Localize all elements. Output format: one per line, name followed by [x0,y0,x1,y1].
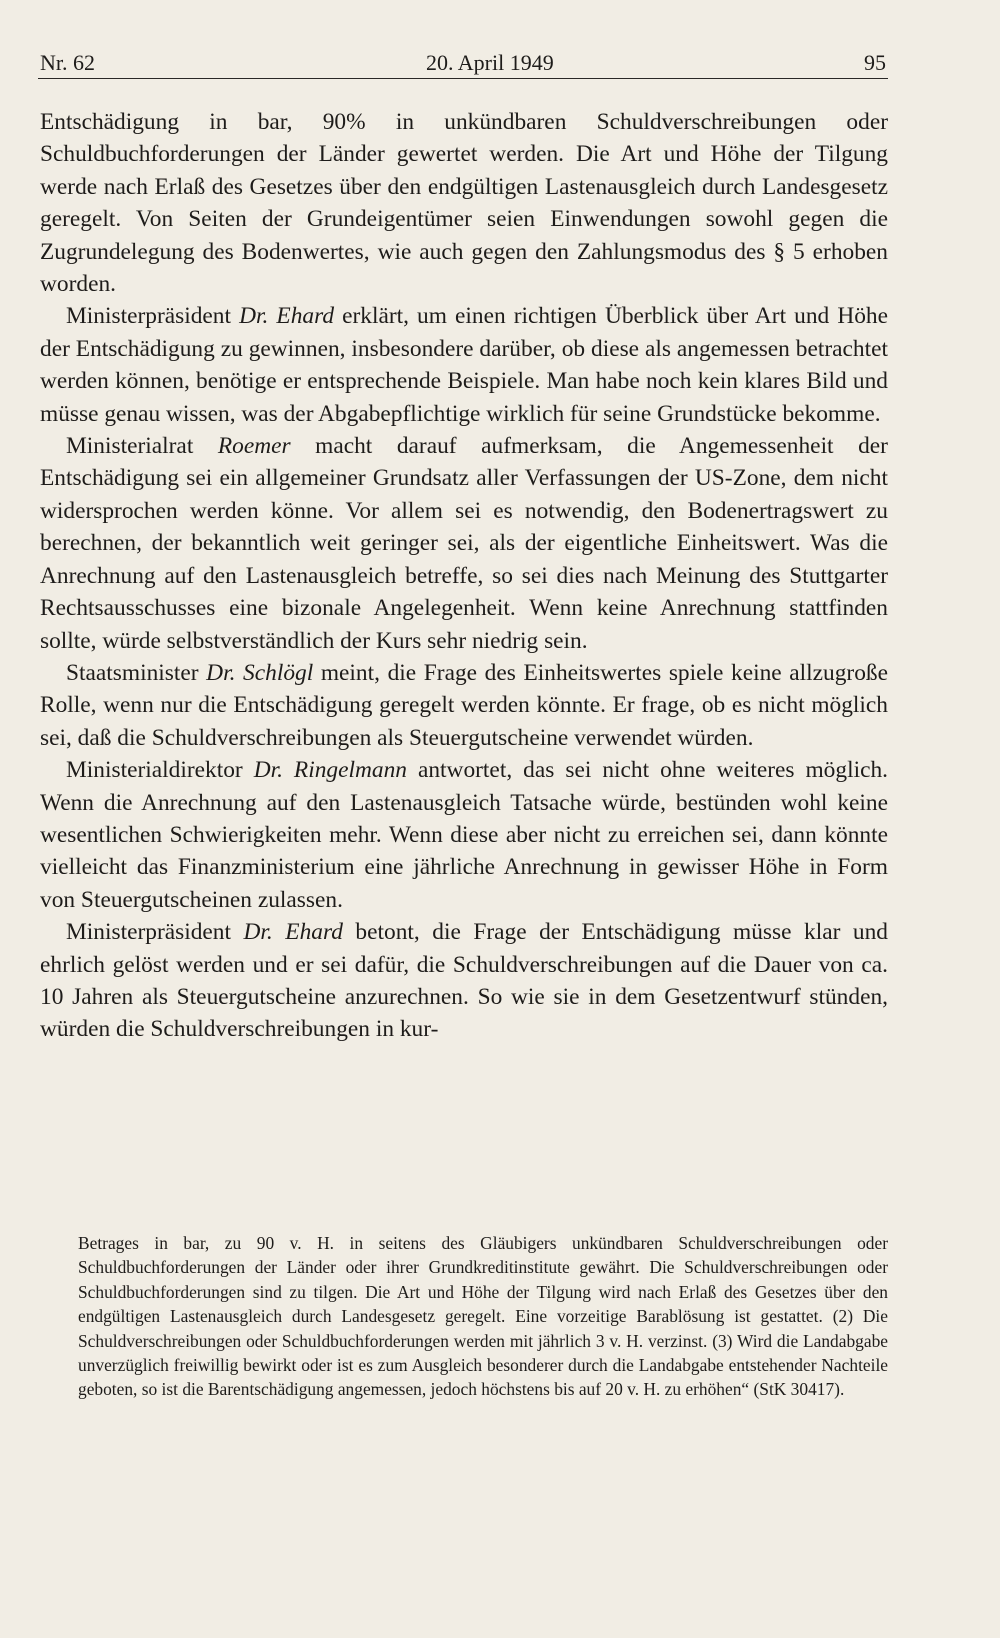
page-number: 95 [864,50,886,75]
paragraph: Staatsminister Dr. Schlögl meint, die Frage des Einheitswertes spiele keine allzugroße Rolle, wenn nur die Entschädigung geregelt werden könnte. Er frage, ob es nicht möglich sei, daß die Schuldverschreibungen als Steuergutscheine verwendet würden. [40,659,888,751]
paragraph: Ministerpräsident Dr. Ehard erklärt, um einen richtigen Überblick über Art und Höhe der Entschädigung zu gewinnen, insbesondere darüber, ob diese als angemessen betrachtet werden können, benötige er entsprechende Beispiele. Man habe noch kein klares Bild und müsse genau wissen, was der Abgabepflichtige wirklich für seine Grundstücke bekomme. [40,303,888,427]
header-date: 20. April 1949 [426,50,554,75]
issue-number: Nr. 62 [40,50,95,75]
paragraph: Ministerialdirektor Dr. Ringelmann antwortet, das sei nicht ohne weiteres möglich. Wenn die Anrechnung auf den Lastenausgleich Tatsache würde, bestünden wohl keine wesentlichen Schwierigkeiten mehr. Wenn diese aber nicht zu erreichen sei, dann könnte vielleicht das Finanzministerium eine jährliche Anrechnung in gewisser Höhe in Form von Steuergutscheinen zulassen. [40,757,888,913]
speaker-name: Dr. Ringelmann [253,757,407,784]
paragraph: Ministerialrat Roemer macht darauf aufmerksam, die Angemessenheit der Entschädigung sei ein allgemeiner Grundsatz aller Verfassungen der US-Zone, dem nicht widersprochen werden könne. Vor allem sei es notwendig, den Bodenertragswert zu berechnen, der bekanntlich weit geringer sei, als der eigentliche Einheitswert. Was die Anrechnung auf den Lastenausgleich betreffe, so sei dies nach Meinung des Stuttgarter Rechtsausschusses eine bizonale Angelegenheit. Wenn keine Anrechnung stattfinden sollte, würde selbstverständlich der Kurs sehr niedrig sein. [40,433,888,654]
speaker-name: Roemer [217,433,291,460]
footnote [78,1231,888,1402]
speaker-name: Dr. Schlögl [206,659,314,686]
paragraph: Ministerpräsident Dr. Ehard betont, die Frage der Entschädigung müsse klar und ehrlich gelöst werden und er sei dafür, die Schuldverschreibungen auf die Dauer von ca. 10 Jahren als Steuergutscheine anzurechnen. So wie sie in dem Gesetzentwurf stünden, würden die Schuldverschreibungen in kur- [40,919,888,1043]
body-text [40,106,888,1046]
speaker-name: Dr. Ehard [243,919,343,946]
running-header [38,48,888,79]
paragraph: Entschädigung in bar, 90% in unkündbaren Schuldverschreibungen oder Schuldbuchforderungen der Länder gewertet werden. Die Art und Höhe der Tilgung werde nach Erlaß des Gesetzes über den endgültigen Lastenausgleich durch Landesgesetz geregelt. Von Seiten der Grundeigentümer seien Einwendungen sowohl gegen die Zugrundelegung des Bodenwertes, wie auch gegen den Zahlungsmodus des § 5 erhoben worden. [40,109,888,298]
speaker-name: Dr. Ehard [239,303,335,330]
footnote-text: Betrages in bar, zu 90 v. H. in seitens des Gläubigers unkündbaren Schuldverschreibungen oder Schuldbuchforderungen der Länder oder ihrer Grundkreditinstitute gewährt. Die Schuldverschreibungen oder Schuldbuchforderungen sind zu tilgen. Die Art und Höhe der Tilgung wird nach Erlaß des Gesetzes über den endgültigen Lastenausgleich durch Landesgesetz geregelt. Eine vorzeitige Barablösung ist gestattet. (2) Die Schuldverschreibungen oder Schuldbuchforderungen werden mit jährlich 3 v. H. verzinst. (3) Wird die Landabgabe unverzüglich freiwillig bewirkt oder ist es zum Ausgleich besonderer durch die Landabgabe entstehender Nachteile geboten, so ist die Barentschädigung angemessen, jedoch höchstens bis auf 20 v. H. zu erhöhen“ (StK 30417). [78,1233,888,1400]
